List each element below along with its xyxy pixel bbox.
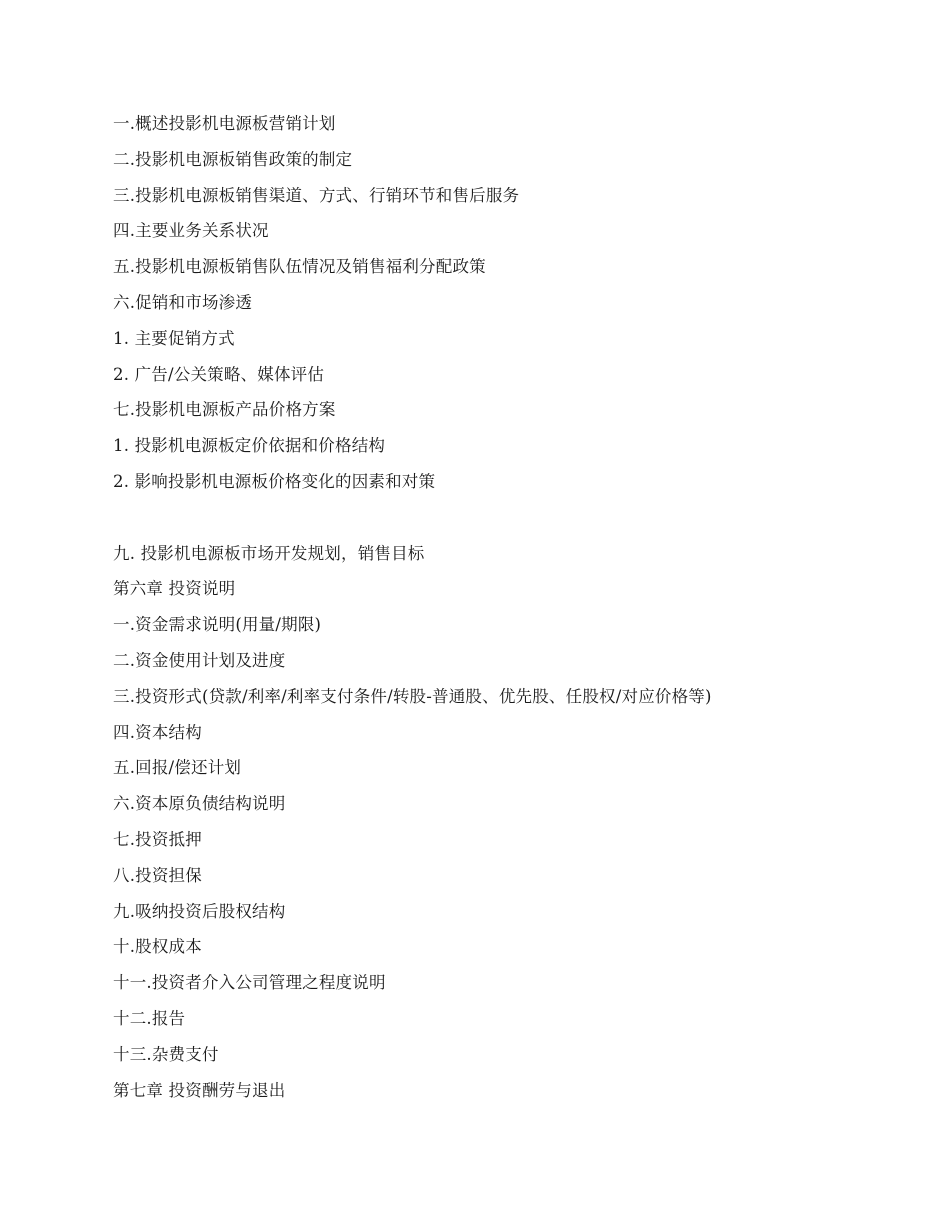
text-line: 二.资金使用计划及进度 xyxy=(113,650,286,670)
chapter-heading: 第六章 投资说明 xyxy=(113,579,236,599)
text-line: 1. 投影机电源板定价依据和价格结构 xyxy=(113,436,386,456)
text-line: 六.促销和市场渗透 xyxy=(113,292,253,312)
text-line: 四.资本结构 xyxy=(113,722,202,742)
text-line: 1. 主要促销方式 xyxy=(113,328,235,348)
text-line: 五.回报/偿还计划 xyxy=(113,758,242,778)
text-line: 九. 投影机电源板市场开发规划，销售目标 xyxy=(113,543,425,563)
text-line: 2. 影响投影机电源板价格变化的因素和对策 xyxy=(113,471,436,491)
text-line: 三.投资形式(贷款/利率/利率支付条件/转股-普通股、优先股、任股权/对应价格等) xyxy=(113,686,712,706)
text-line: 一.资金需求说明(用量/期限) xyxy=(113,615,322,635)
text-line: 七.投资抵押 xyxy=(113,829,202,849)
document-body xyxy=(113,106,893,1108)
blank-line xyxy=(113,500,893,536)
text-line: 二.投影机电源板销售政策的制定 xyxy=(113,149,353,169)
text-line: 十三.杂费支付 xyxy=(113,1044,219,1064)
text-line: 五.投影机电源板销售队伍情况及销售福利分配政策 xyxy=(113,257,486,277)
text-line: 七.投影机电源板产品价格方案 xyxy=(113,400,336,420)
chapter-heading: 第七章 投资酬劳与退出 xyxy=(113,1080,286,1100)
text-line: 十一.投资者介入公司管理之程度说明 xyxy=(113,973,386,993)
text-line: 六.资本原负债结构说明 xyxy=(113,794,286,814)
text-line: 八.投资担保 xyxy=(113,865,202,885)
text-line: 一.概述投影机电源板营销计划 xyxy=(113,114,336,133)
text-line: 四.主要业务关系状况 xyxy=(113,221,269,241)
text-line: 十.股权成本 xyxy=(113,937,202,957)
text-line: 九.吸纳投资后股权结构 xyxy=(113,901,286,921)
text-line: 十二.报告 xyxy=(113,1008,186,1028)
text-line: 三.投影机电源板销售渠道、方式、行销环节和售后服务 xyxy=(113,185,520,205)
text-line: 2. 广告/公关策略、媒体评估 xyxy=(113,364,325,384)
